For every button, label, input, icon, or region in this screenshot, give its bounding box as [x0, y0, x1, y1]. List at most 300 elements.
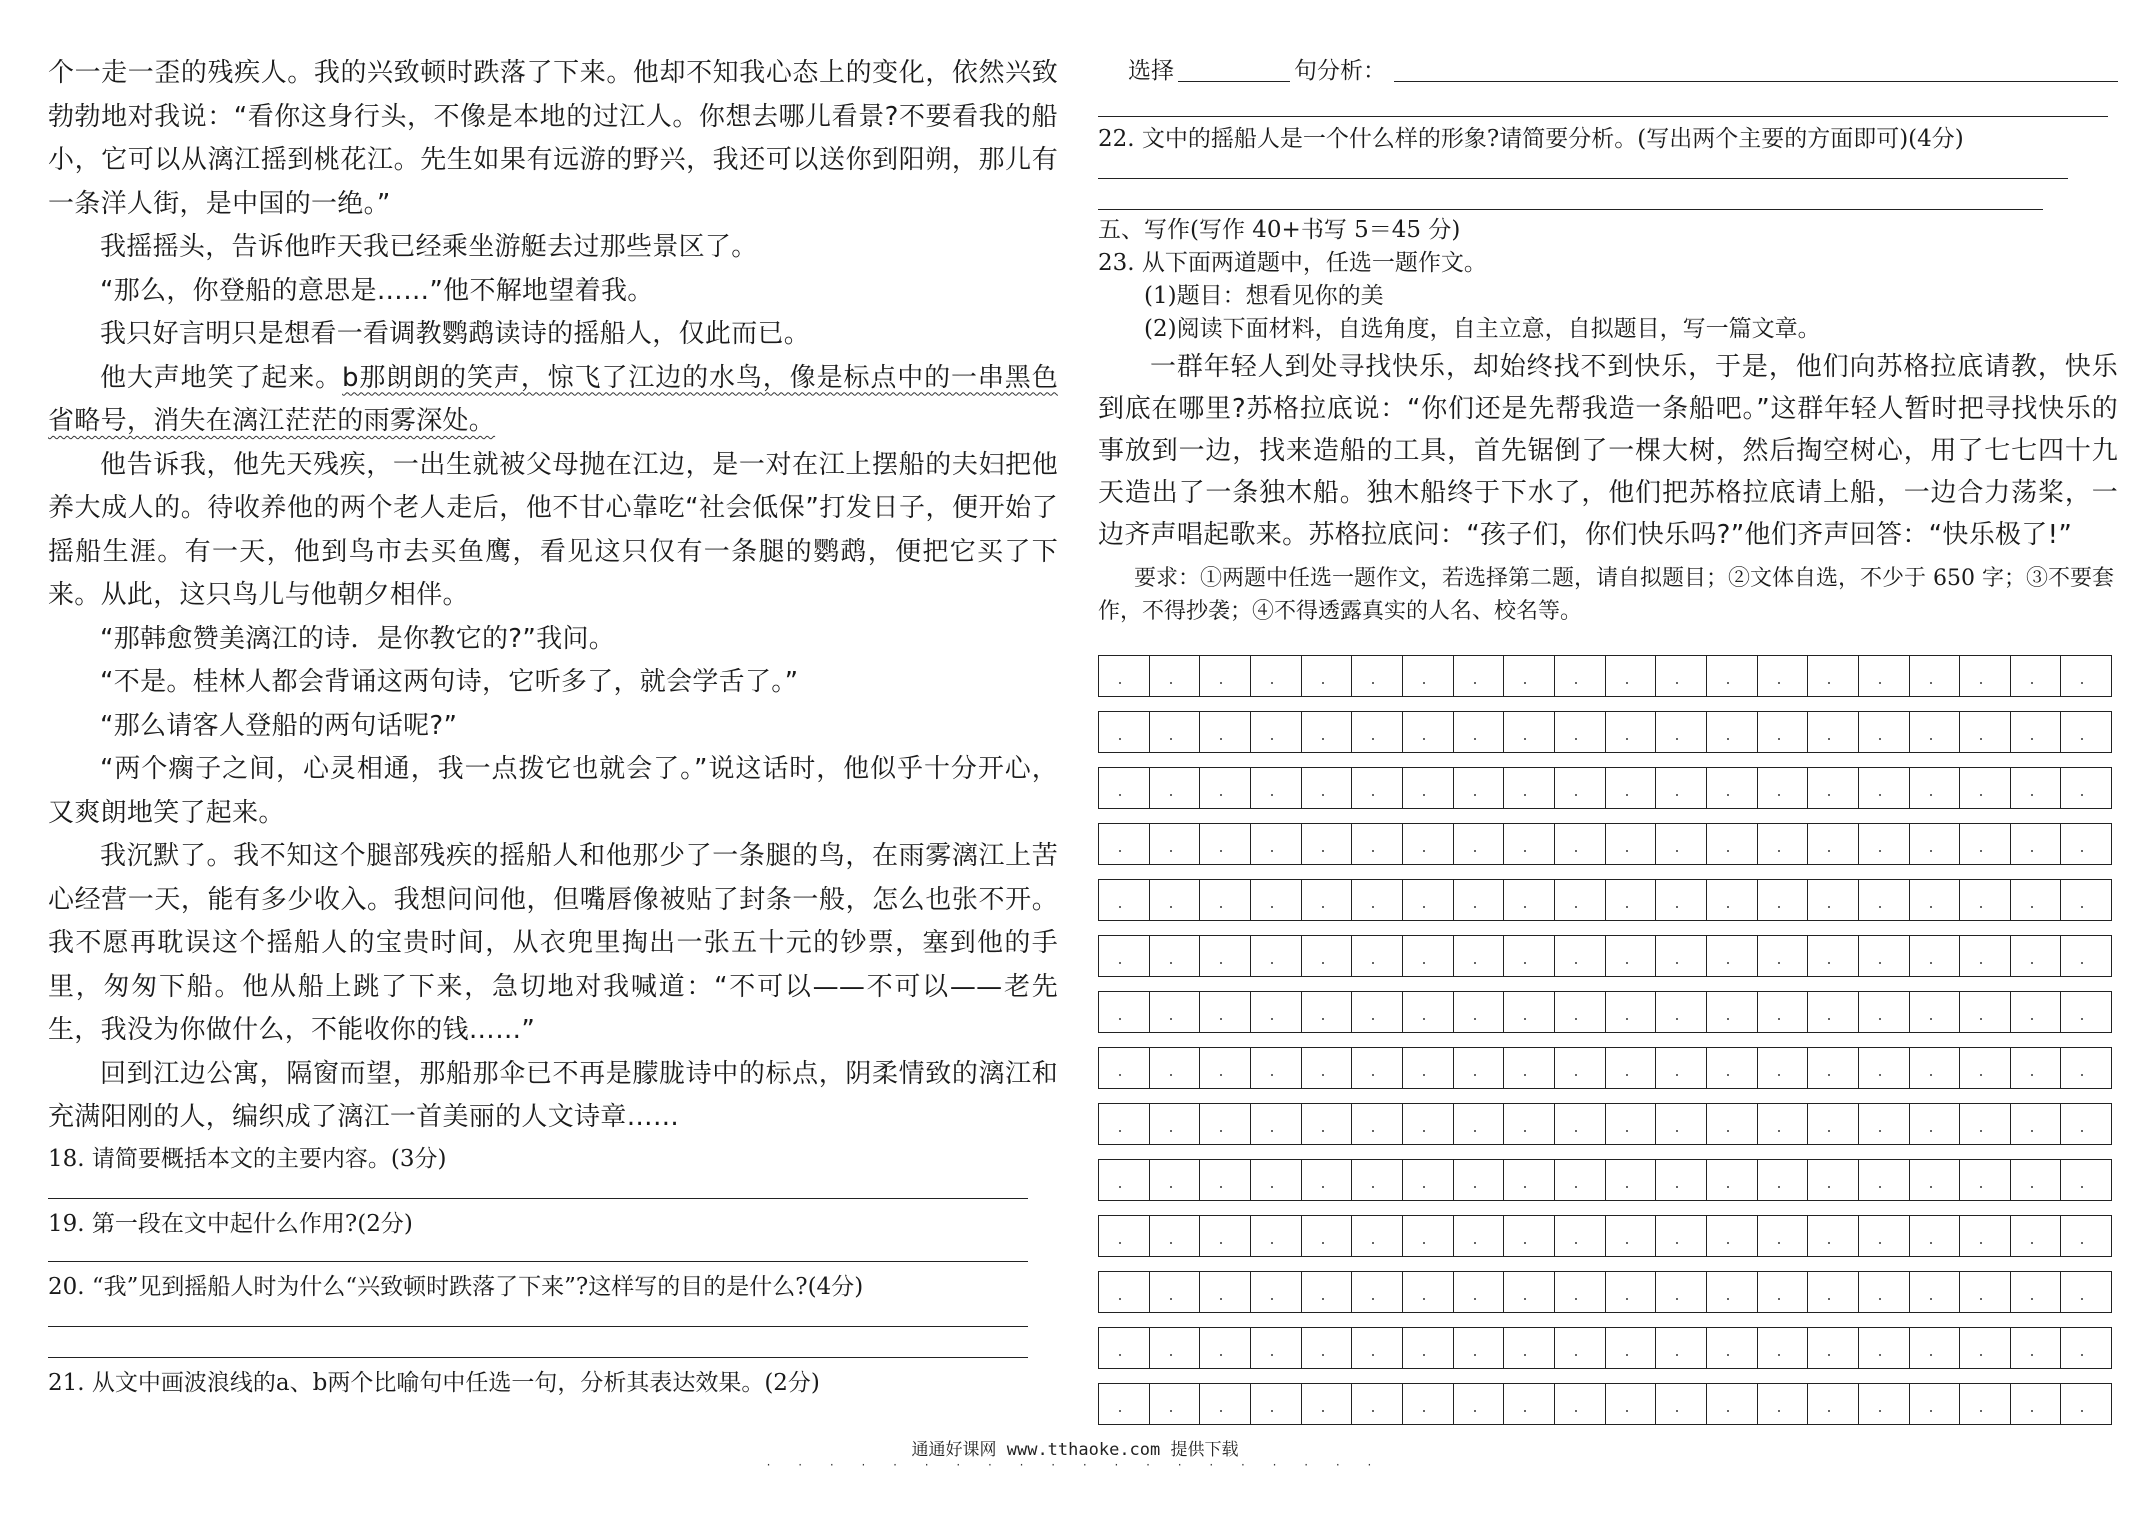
grid-cell[interactable]: [2011, 1160, 2062, 1200]
grid-cell[interactable]: [1251, 1272, 1302, 1312]
grid-cell[interactable]: [1454, 936, 1505, 976]
grid-cell[interactable]: [1150, 1216, 1201, 1256]
grid-cell[interactable]: [1251, 656, 1302, 696]
grid-cell[interactable]: [1606, 1328, 1657, 1368]
grid-cell[interactable]: [1555, 1104, 1606, 1144]
grid-cell[interactable]: [1200, 1160, 1251, 1200]
grid-cell[interactable]: [2061, 1048, 2111, 1088]
grid-cell[interactable]: [1150, 768, 1201, 808]
grid-cell[interactable]: [1656, 936, 1707, 976]
grid-cell[interactable]: [1555, 656, 1606, 696]
grid-cell[interactable]: [1707, 656, 1758, 696]
grid-cell[interactable]: [1859, 824, 1910, 864]
grid-cell[interactable]: [1910, 1328, 1961, 1368]
grid-cell[interactable]: [1960, 768, 2011, 808]
grid-cell[interactable]: [1707, 824, 1758, 864]
question-20: 20. “我”见到摇船人时为什么“兴致顿时跌落了下来”?这样写的目的是什么?(4分): [48, 1273, 864, 1300]
grid-cell[interactable]: [1707, 992, 1758, 1032]
grid-cell[interactable]: [1707, 1216, 1758, 1256]
grid-cell[interactable]: [1200, 1048, 1251, 1088]
grid-cell[interactable]: [1910, 1048, 1961, 1088]
passage-paragraph-5: [48, 357, 1058, 444]
grid-cell[interactable]: [1251, 768, 1302, 808]
grid-cell[interactable]: [1606, 656, 1657, 696]
grid-cell[interactable]: [1960, 656, 2011, 696]
grid-cell[interactable]: [1099, 712, 1150, 752]
grid-cell[interactable]: [2061, 824, 2111, 864]
grid-cell[interactable]: [2061, 1216, 2111, 1256]
grid-cell[interactable]: [1960, 1048, 2011, 1088]
question-23: 23. 从下面两道题中，任选一题作文。: [1098, 250, 1487, 276]
grid-cell[interactable]: [1504, 1160, 1555, 1200]
grid-cell[interactable]: [2061, 1104, 2111, 1144]
grid-cell[interactable]: [1099, 656, 1150, 696]
grid-cell[interactable]: [1707, 1048, 1758, 1088]
grid-cell[interactable]: [1606, 936, 1657, 976]
grid-cell[interactable]: [1808, 880, 1859, 920]
answer-line-22b[interactable]: [1098, 209, 2043, 210]
grid-cell[interactable]: [1200, 1384, 1251, 1424]
grid-cell[interactable]: [1454, 712, 1505, 752]
grid-cell[interactable]: [1099, 1104, 1150, 1144]
grid-cell[interactable]: [1656, 880, 1707, 920]
grid-cell[interactable]: [1403, 992, 1454, 1032]
grid-cell[interactable]: [1454, 824, 1505, 864]
grid-cell[interactable]: [1758, 1104, 1809, 1144]
grid-cell[interactable]: [1302, 1216, 1353, 1256]
grid-cell[interactable]: [1606, 1384, 1657, 1424]
grid-cell[interactable]: [2011, 1272, 2062, 1312]
grid-cell[interactable]: [1707, 1384, 1758, 1424]
grid-cell[interactable]: [1454, 880, 1505, 920]
grid-row: [1098, 1159, 2112, 1201]
grid-cell[interactable]: [2061, 992, 2111, 1032]
grid-cell[interactable]: [1403, 1160, 1454, 1200]
grid-cell[interactable]: [2061, 1384, 2111, 1424]
grid-cell[interactable]: [1099, 1328, 1150, 1368]
answer-line-22a[interactable]: [1098, 178, 2068, 179]
grid-cell[interactable]: [1200, 1104, 1251, 1144]
grid-cell[interactable]: [1656, 1104, 1707, 1144]
grid-cell[interactable]: [1606, 1048, 1657, 1088]
grid-cell[interactable]: [1150, 992, 1201, 1032]
grid-cell[interactable]: [1352, 1048, 1403, 1088]
grid-cell[interactable]: [1859, 880, 1910, 920]
grid-cell[interactable]: [1656, 656, 1707, 696]
grid-cell[interactable]: [1606, 712, 1657, 752]
grid-cell[interactable]: [1504, 656, 1555, 696]
grid-cell[interactable]: [1251, 1048, 1302, 1088]
grid-cell[interactable]: [1403, 712, 1454, 752]
grid-cell[interactable]: [1504, 880, 1555, 920]
grid-cell[interactable]: [1707, 1272, 1758, 1312]
grid-cell[interactable]: [2011, 992, 2062, 1032]
grid-cell[interactable]: [1200, 824, 1251, 864]
grid-cell[interactable]: [1302, 824, 1353, 864]
grid-cell[interactable]: [1403, 1328, 1454, 1368]
grid-cell[interactable]: [1200, 1272, 1251, 1312]
grid-cell[interactable]: [1758, 1272, 1809, 1312]
grid-cell[interactable]: [2061, 1160, 2111, 1200]
grid-cell[interactable]: [1251, 1328, 1302, 1368]
grid-cell[interactable]: [1150, 1384, 1201, 1424]
grid-cell[interactable]: [1707, 936, 1758, 976]
grid-cell[interactable]: [2011, 824, 2062, 864]
grid-cell[interactable]: [1454, 992, 1505, 1032]
grid-cell[interactable]: [1808, 1104, 1859, 1144]
grid-cell[interactable]: [1960, 1384, 2011, 1424]
grid-cell[interactable]: [1251, 1160, 1302, 1200]
grid-cell[interactable]: [1200, 712, 1251, 752]
grid-cell[interactable]: [1656, 824, 1707, 864]
grid-cell[interactable]: [1758, 1328, 1809, 1368]
choose-blank[interactable]: [1178, 81, 1290, 82]
answer-line-20b[interactable]: [48, 1357, 1028, 1358]
grid-cell[interactable]: [1758, 1048, 1809, 1088]
grid-cell[interactable]: [1454, 768, 1505, 808]
grid-cell[interactable]: [1707, 768, 1758, 808]
grid-cell[interactable]: [1859, 1160, 1910, 1200]
grid-cell[interactable]: [1758, 656, 1809, 696]
grid-cell[interactable]: [1454, 1048, 1505, 1088]
grid-cell[interactable]: [1251, 880, 1302, 920]
grid-cell[interactable]: [1808, 1160, 1859, 1200]
grid-cell[interactable]: [1910, 656, 1961, 696]
grid-cell[interactable]: [2011, 1384, 2062, 1424]
grid-cell[interactable]: [1403, 1272, 1454, 1312]
grid-cell[interactable]: [1150, 1272, 1201, 1312]
grid-cell[interactable]: [1656, 1328, 1707, 1368]
grid-cell[interactable]: [1302, 936, 1353, 976]
grid-cell[interactable]: [1960, 1328, 2011, 1368]
grid-cell[interactable]: [1302, 992, 1353, 1032]
grid-cell[interactable]: [1352, 880, 1403, 920]
grid-cell[interactable]: [1251, 1384, 1302, 1424]
answer-line-19[interactable]: [48, 1261, 1028, 1262]
answer-line-21[interactable]: [1098, 116, 2108, 117]
answer-line-18[interactable]: [48, 1198, 1028, 1199]
grid-cell[interactable]: [1606, 880, 1657, 920]
grid-row: [1098, 879, 2112, 921]
grid-cell[interactable]: [1859, 656, 1910, 696]
grid-cell[interactable]: [1656, 1048, 1707, 1088]
grid-cell[interactable]: [1504, 1328, 1555, 1368]
grid-cell[interactable]: [1251, 824, 1302, 864]
grid-cell[interactable]: [1808, 1216, 1859, 1256]
grid-cell[interactable]: [1251, 712, 1302, 752]
grid-cell[interactable]: [1808, 1384, 1859, 1424]
grid-cell[interactable]: [1555, 1216, 1606, 1256]
grid-cell[interactable]: [1454, 1160, 1505, 1200]
grid-cell[interactable]: [1251, 936, 1302, 976]
grid-cell[interactable]: [1555, 768, 1606, 808]
grid-cell[interactable]: [1352, 992, 1403, 1032]
grid-cell[interactable]: [2061, 936, 2111, 976]
grid-cell[interactable]: [1504, 1384, 1555, 1424]
grid-cell[interactable]: [1504, 936, 1555, 976]
grid-cell[interactable]: [1808, 1328, 1859, 1368]
grid-cell[interactable]: [1302, 712, 1353, 752]
grid-cell[interactable]: [1251, 1104, 1302, 1144]
grid-cell[interactable]: [2061, 768, 2111, 808]
grid-cell[interactable]: [1555, 880, 1606, 920]
grid-cell[interactable]: [1606, 1160, 1657, 1200]
grid-cell[interactable]: [1403, 656, 1454, 696]
grid-cell[interactable]: [1150, 880, 1201, 920]
grid-cell[interactable]: [1960, 1160, 2011, 1200]
grid-cell[interactable]: [1960, 936, 2011, 976]
grid-cell[interactable]: [1099, 992, 1150, 1032]
grid-cell[interactable]: [1454, 1328, 1505, 1368]
grid-cell[interactable]: [2011, 656, 2062, 696]
grid-cell[interactable]: [2061, 712, 2111, 752]
grid-cell[interactable]: [1910, 1160, 1961, 1200]
grid-cell[interactable]: [1910, 1216, 1961, 1256]
grid-cell[interactable]: [1758, 824, 1809, 864]
grid-cell[interactable]: [1910, 1104, 1961, 1144]
grid-row: [1098, 767, 2112, 809]
grid-cell[interactable]: [1910, 936, 1961, 976]
grid-cell[interactable]: [1403, 768, 1454, 808]
grid-cell[interactable]: [1808, 936, 1859, 976]
grid-cell[interactable]: [1555, 712, 1606, 752]
grid-cell[interactable]: [1454, 1216, 1505, 1256]
grid-cell[interactable]: [1808, 992, 1859, 1032]
grid-cell[interactable]: [1656, 712, 1707, 752]
grid-cell[interactable]: [1859, 936, 1910, 976]
grid-cell[interactable]: [1302, 768, 1353, 808]
grid-cell[interactable]: [1910, 824, 1961, 864]
grid-cell[interactable]: [1200, 656, 1251, 696]
grid-cell[interactable]: [1859, 1384, 1910, 1424]
grid-cell[interactable]: [2061, 1328, 2111, 1368]
grid-cell[interactable]: [1302, 1160, 1353, 1200]
grid-cell[interactable]: [1150, 824, 1201, 864]
grid-cell[interactable]: [2011, 880, 2062, 920]
grid-cell[interactable]: [1758, 992, 1809, 1032]
grid-cell[interactable]: [1454, 1384, 1505, 1424]
grid-cell[interactable]: [1302, 1272, 1353, 1312]
grid-cell[interactable]: [1200, 880, 1251, 920]
grid-cell[interactable]: [1910, 1272, 1961, 1312]
grid-cell[interactable]: [1707, 712, 1758, 752]
grid-cell[interactable]: [1707, 1328, 1758, 1368]
grid-cell[interactable]: [1859, 768, 1910, 808]
grid-cell[interactable]: [2011, 768, 2062, 808]
grid-cell[interactable]: [1403, 1104, 1454, 1144]
grid-cell[interactable]: [1504, 992, 1555, 1032]
grid-cell[interactable]: [1606, 1272, 1657, 1312]
grid-cell[interactable]: [1504, 1216, 1555, 1256]
grid-row: [1098, 1271, 2112, 1313]
grid-cell[interactable]: [1656, 1216, 1707, 1256]
grid-cell[interactable]: [1504, 824, 1555, 864]
grid-cell[interactable]: [1099, 824, 1150, 864]
grid-cell[interactable]: [1758, 1160, 1809, 1200]
grid-cell[interactable]: [1555, 1328, 1606, 1368]
grid-cell[interactable]: [1910, 880, 1961, 920]
grid-cell[interactable]: [1352, 824, 1403, 864]
grid-cell[interactable]: [1859, 992, 1910, 1032]
grid-cell[interactable]: [1960, 880, 2011, 920]
grid-cell[interactable]: [1859, 1104, 1910, 1144]
grid-cell[interactable]: [1960, 1104, 2011, 1144]
grid-cell[interactable]: [1150, 1104, 1201, 1144]
grid-cell[interactable]: [1302, 880, 1353, 920]
grid-cell[interactable]: [1454, 1104, 1505, 1144]
grid-cell[interactable]: [1758, 1384, 1809, 1424]
grid-cell[interactable]: [2011, 936, 2062, 976]
grid-cell[interactable]: [1099, 880, 1150, 920]
grid-cell[interactable]: [1200, 1216, 1251, 1256]
grid-cell[interactable]: [1707, 1160, 1758, 1200]
grid-cell[interactable]: [1808, 1048, 1859, 1088]
grid-cell[interactable]: [1251, 1216, 1302, 1256]
grid-cell[interactable]: [1910, 1384, 1961, 1424]
grid-cell[interactable]: [1555, 824, 1606, 864]
grid-cell[interactable]: [1808, 656, 1859, 696]
grid-cell[interactable]: [1099, 1160, 1150, 1200]
grid-cell[interactable]: [1960, 1272, 2011, 1312]
grid-cell[interactable]: [1758, 1216, 1809, 1256]
grid-cell[interactable]: [1352, 656, 1403, 696]
grid-cell[interactable]: [1403, 1216, 1454, 1256]
grid-cell[interactable]: [1504, 1272, 1555, 1312]
grid-cell[interactable]: [1910, 768, 1961, 808]
grid-cell[interactable]: [2061, 1272, 2111, 1312]
grid-cell[interactable]: [1808, 824, 1859, 864]
grid-cell[interactable]: [1302, 1104, 1353, 1144]
grid-cell[interactable]: [1606, 992, 1657, 1032]
grid-cell[interactable]: [1555, 1160, 1606, 1200]
grid-cell[interactable]: [1099, 1216, 1150, 1256]
passage-paragraph-4: 我只好言明只是想看一看调教鹦鹉读诗的摇船人，仅此而已。: [100, 319, 811, 349]
grid-cell[interactable]: [1200, 768, 1251, 808]
grid-cell[interactable]: [1099, 768, 1150, 808]
grid-cell[interactable]: [1758, 768, 1809, 808]
grid-cell[interactable]: [1200, 992, 1251, 1032]
grid-cell[interactable]: [1403, 824, 1454, 864]
grid-cell[interactable]: [1555, 1048, 1606, 1088]
grid-cell[interactable]: [1606, 1104, 1657, 1144]
grid-cell[interactable]: [1758, 880, 1809, 920]
grid-cell[interactable]: [1099, 1048, 1150, 1088]
grid-cell[interactable]: [1403, 1384, 1454, 1424]
grid-cell[interactable]: [1707, 880, 1758, 920]
grid-cell[interactable]: [1302, 1384, 1353, 1424]
grid-cell[interactable]: [1656, 992, 1707, 1032]
grid-cell[interactable]: [1656, 1272, 1707, 1312]
grid-cell[interactable]: [1808, 768, 1859, 808]
grid-cell[interactable]: [1606, 768, 1657, 808]
grid-cell[interactable]: [1352, 936, 1403, 976]
grid-cell[interactable]: [2011, 1048, 2062, 1088]
grid-cell[interactable]: [1099, 1272, 1150, 1312]
grid-cell[interactable]: [2011, 1104, 2062, 1144]
grid-cell[interactable]: [1099, 936, 1150, 976]
grid-cell[interactable]: [2011, 1328, 2062, 1368]
grid-cell[interactable]: [2011, 1216, 2062, 1256]
grid-cell[interactable]: [1150, 656, 1201, 696]
grid-cell[interactable]: [1504, 712, 1555, 752]
grid-cell[interactable]: [1859, 1272, 1910, 1312]
analysis-blank[interactable]: [1394, 81, 2118, 82]
grid-cell[interactable]: [1960, 1216, 2011, 1256]
grid-cell[interactable]: [1200, 1328, 1251, 1368]
grid-cell[interactable]: [1960, 824, 2011, 864]
grid-cell[interactable]: [1150, 936, 1201, 976]
grid-cell[interactable]: [1302, 1048, 1353, 1088]
grid-cell[interactable]: [1758, 936, 1809, 976]
grid-cell[interactable]: [1859, 1328, 1910, 1368]
grid-cell[interactable]: [1859, 1048, 1910, 1088]
grid-cell[interactable]: [1555, 1384, 1606, 1424]
grid-cell[interactable]: [2011, 712, 2062, 752]
grid-cell[interactable]: [1656, 1384, 1707, 1424]
grid-cell[interactable]: [1403, 880, 1454, 920]
grid-cell[interactable]: [1302, 1328, 1353, 1368]
answer-line-20a[interactable]: [48, 1326, 1028, 1327]
grid-cell[interactable]: [1352, 1384, 1403, 1424]
grid-cell[interactable]: [1352, 1328, 1403, 1368]
grid-cell[interactable]: [1656, 1160, 1707, 1200]
grid-cell[interactable]: [1758, 712, 1809, 752]
grid-cell[interactable]: [1707, 1104, 1758, 1144]
grid-cell[interactable]: [2061, 656, 2111, 696]
grid-cell[interactable]: [1808, 712, 1859, 752]
grid-cell[interactable]: [1251, 992, 1302, 1032]
grid-cell[interactable]: [1150, 1160, 1201, 1200]
grid-cell[interactable]: [1859, 712, 1910, 752]
grid-cell[interactable]: [1403, 936, 1454, 976]
right-column: [1098, 52, 2118, 628]
grid-cell[interactable]: [1454, 1272, 1505, 1312]
grid-cell[interactable]: [1352, 1104, 1403, 1144]
grid-cell[interactable]: [1352, 768, 1403, 808]
grid-cell[interactable]: [1200, 936, 1251, 976]
grid-cell[interactable]: [1910, 712, 1961, 752]
grid-cell[interactable]: [1150, 1328, 1201, 1368]
grid-cell[interactable]: [1352, 1216, 1403, 1256]
grid-cell[interactable]: [1454, 656, 1505, 696]
grid-cell[interactable]: [1555, 1272, 1606, 1312]
grid-cell[interactable]: [1960, 712, 2011, 752]
grid-cell[interactable]: [1606, 1216, 1657, 1256]
grid-cell[interactable]: [1150, 712, 1201, 752]
grid-cell[interactable]: [1555, 936, 1606, 976]
grid-cell[interactable]: [1808, 1272, 1859, 1312]
writing-grid[interactable]: [1098, 655, 2112, 1439]
grid-cell[interactable]: [1859, 1216, 1910, 1256]
grid-cell[interactable]: [1504, 768, 1555, 808]
grid-cell[interactable]: [1150, 1048, 1201, 1088]
grid-cell[interactable]: [1403, 1048, 1454, 1088]
grid-cell[interactable]: [1504, 1048, 1555, 1088]
grid-cell[interactable]: [1352, 1272, 1403, 1312]
grid-cell[interactable]: [1504, 1104, 1555, 1144]
passage-paragraph-3: “那么，你登船的意思是……”他不解地望着我。: [100, 275, 654, 306]
grid-cell[interactable]: [1656, 768, 1707, 808]
grid-cell[interactable]: [1960, 992, 2011, 1032]
grid-cell[interactable]: [1910, 992, 1961, 1032]
grid-cell[interactable]: [1352, 712, 1403, 752]
grid-cell[interactable]: [1352, 1160, 1403, 1200]
grid-cell[interactable]: [1099, 1384, 1150, 1424]
grid-cell[interactable]: [1555, 992, 1606, 1032]
grid-cell[interactable]: [2061, 880, 2111, 920]
grid-cell[interactable]: [1302, 656, 1353, 696]
grid-cell[interactable]: [1606, 824, 1657, 864]
